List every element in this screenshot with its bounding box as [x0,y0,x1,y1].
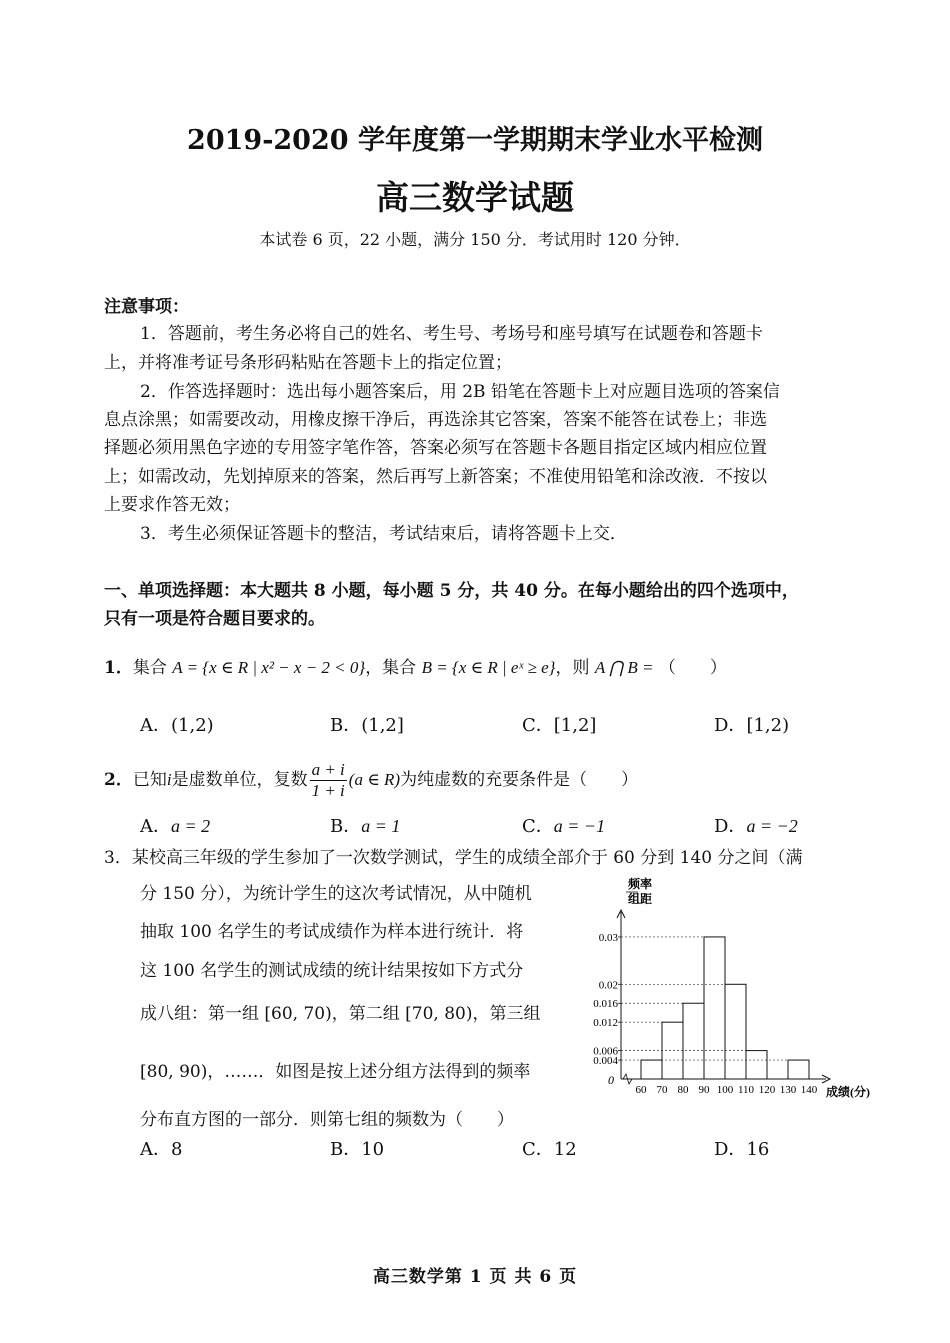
y-tick-label: 0.03 [598,931,618,944]
question-text: 是虚数单位，复数 [171,770,308,790]
question-1 [104,654,727,682]
section-heading: 只有一项是符合题目要求的。 [104,609,325,629]
notice-line: 3．考生必须保证答题卡的整洁，考试结束后，请将答题卡上交． [140,524,627,544]
option-d: D．16 [714,1139,770,1160]
x-tick-label: 120 [758,1084,776,1096]
exam-title: 2019-2020 学年度第一学期期末学业水平检测 [187,125,763,156]
exam-info: 本试卷 6 页，22 小题，满分 150 分．考试用时 120 分钟． [259,230,691,249]
question-3-line: 抽取 100 名学生的考试成绩作为样本进行统计．将 [140,922,524,942]
x-tick-label: 80 [677,1084,689,1096]
math-fraction [310,760,347,801]
fraction-denominator: 1 + i [311,781,345,800]
frequency-histogram [588,872,880,1102]
x-axis-label: 成绩(分) [826,1085,870,1099]
y-tick-label: 0.012 [593,1017,618,1030]
question-3-line: [80, 90)，……．如图是按上述分组方法得到的频率 [140,1062,531,1082]
notice-line: 息点涂黑；如需要改动，用橡皮擦干净后，再选涂其它答案，答案不能答在试卷上；非选 [104,410,767,430]
math-set-b: B = {x ∈ R | eˣ ≥ e} [421,658,556,677]
y-tick-label: 0.006 [593,1045,618,1058]
y-tick-label: 0.02 [598,979,618,992]
option-c: C．a = −1 [522,816,606,837]
histogram-bar [683,1003,704,1079]
notice-line: 择题必须用黑色字迹的专用签字笔作答，答案必须写在答题卡各题目指定区域内相应位置 [104,438,767,458]
question-2 [104,760,638,801]
question-text: 集合 [132,658,167,678]
x-tick-label: 70 [656,1084,668,1096]
y-label-top: 频率 [628,877,653,891]
question-number: 1． [104,658,133,678]
x-tick-label: 130 [779,1084,797,1096]
x-tick-label: 110 [737,1084,755,1096]
x-tick-label: 60 [635,1084,647,1096]
question-text: ，集合 [365,658,417,678]
option-a: A．8 [140,1139,183,1160]
question-text: 为纯虚数的充要条件是（ ） [400,770,639,790]
question-3-line: 这 100 名学生的测试成绩的统计结果按如下方式分 [140,961,524,981]
notice-line: 上；如需改动，先划掉原来的答案，然后再写上新答案；不准使用铅笔和涂改液．不按以 [104,467,767,487]
option-d: D．[1,2) [714,715,790,736]
y-tick-label: 0.004 [593,1055,618,1068]
option-a: A．a = 2 [140,816,211,837]
x-tick-label: 100 [716,1084,734,1096]
math-expression: A ⋂ B = [594,658,654,677]
histogram-bar [704,937,725,1079]
notice-line: 上，并将准考证号条形码粘贴在答题卡上的指定位置； [104,353,512,373]
page-footer: 高三数学第 1 页 共 6 页 [372,1267,578,1287]
question-text: 已知 [132,770,167,790]
question-text: ，则 [555,658,590,678]
histogram-bar [788,1060,809,1079]
math-condition: (a ∈ R) [348,770,401,789]
question-3-line: 分布直方图的一部分．则第七组的频数为（ ） [140,1110,514,1130]
exam-subtitle: 高三数学试题 [376,178,574,217]
histogram-bar [725,984,746,1079]
x-tick-label: 90 [698,1084,710,1096]
y-tick-label: 0.016 [593,998,618,1011]
option-b: B．a = 1 [330,816,401,837]
histogram-bar [641,1060,662,1079]
question-3-line: 成八组：第一组 [60, 70)，第二组 [70, 80)，第三组 [140,1004,541,1024]
y-label-bottom: 组距 [628,892,653,906]
option-d: D．a = −2 [714,816,798,837]
option-b: B．10 [330,1139,385,1160]
question-number: 2． [104,770,133,790]
notice-line: 2．作答选择题时：选出每小题答案后，用 2B 铅笔在答题卡上对应题目选项的答案信 [140,382,780,402]
option-c: C．12 [522,1139,577,1160]
fraction-numerator: a + i [311,760,345,779]
notice-line: 1．答题前，考生务必将自己的姓名、考生号、考场号和座号填写在试题卷和答题卡 [140,324,763,344]
question-3-line: 分 150 分），为统计学生的这次考试情况，从中随机 [140,884,532,904]
notice-line: 上要求作答无效； [104,495,240,515]
math-i: i [166,770,172,789]
math-set-a: A = {x ∈ R | x² − x − 2 < 0} [172,658,366,677]
notice-heading: 注意事项： [104,297,189,317]
option-c: C．[1,2] [522,715,597,736]
x-tick-label: 140 [800,1084,818,1096]
question-3-line: 3．某校高三年级的学生参加了一次数学测试，学生的成绩全部介于 60 分到 140 分之间（满 [104,848,803,868]
option-a: A．(1,2) [140,715,214,736]
section-heading: 一、单项选择题：本大题共 8 小题，每小题 5 分，共 40 分。在每小题给出的四个选项中， [104,581,799,601]
origin-label: 0 [608,1073,614,1087]
option-b: B．(1,2] [330,715,404,736]
histogram-bar [746,1051,767,1079]
answer-paren: （ ） [658,658,727,678]
